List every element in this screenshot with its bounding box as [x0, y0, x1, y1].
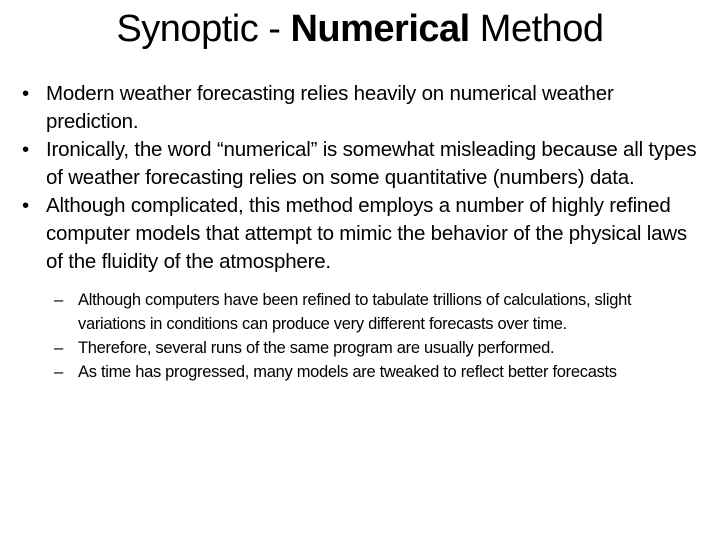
sub-bullet-list	[54, 288, 702, 384]
sub-bullet-marker: –	[54, 363, 63, 381]
bullet-text: Ironically, the word “numerical” is somewhat misleading because all types of weather forecasting relies on some quantitative (numbers) data.	[46, 138, 697, 189]
title-prefix: Synoptic -	[116, 8, 291, 50]
bullet-item	[22, 136, 702, 192]
bullet-marker: •	[22, 194, 29, 217]
sub-bullet-marker: –	[54, 291, 63, 309]
bullet-text: Although complicated, this method employs a number of highly refined computer models that attempt to mimic the behavior of the physical laws of the fluidity of the atmosphere.	[46, 194, 687, 273]
sub-bullet-item	[54, 288, 702, 336]
bullet-item	[22, 192, 702, 384]
slide-title	[0, 6, 720, 52]
bullet-text: Modern weather forecasting relies heavily on numerical weather prediction.	[46, 82, 614, 133]
bullet-marker: •	[22, 82, 29, 105]
bullet-marker: •	[22, 138, 29, 161]
bullet-item	[22, 80, 702, 136]
title-bold-word: Numerical	[290, 8, 470, 50]
sub-bullet-item	[54, 360, 702, 384]
sub-bullet-item	[54, 336, 702, 360]
bullet-list	[22, 80, 702, 384]
sub-bullet-text: As time has progressed, many models are tweaked to reflect better forecasts	[78, 363, 617, 381]
sub-bullet-marker: –	[54, 339, 63, 357]
sub-bullet-text: Although computers have been refined to tabulate trillions of calculations, slight variations in conditions can produce very different forecasts over time.	[78, 291, 632, 333]
title-suffix: Method	[469, 8, 604, 50]
sub-bullet-text: Therefore, several runs of the same program are usually performed.	[78, 339, 555, 357]
